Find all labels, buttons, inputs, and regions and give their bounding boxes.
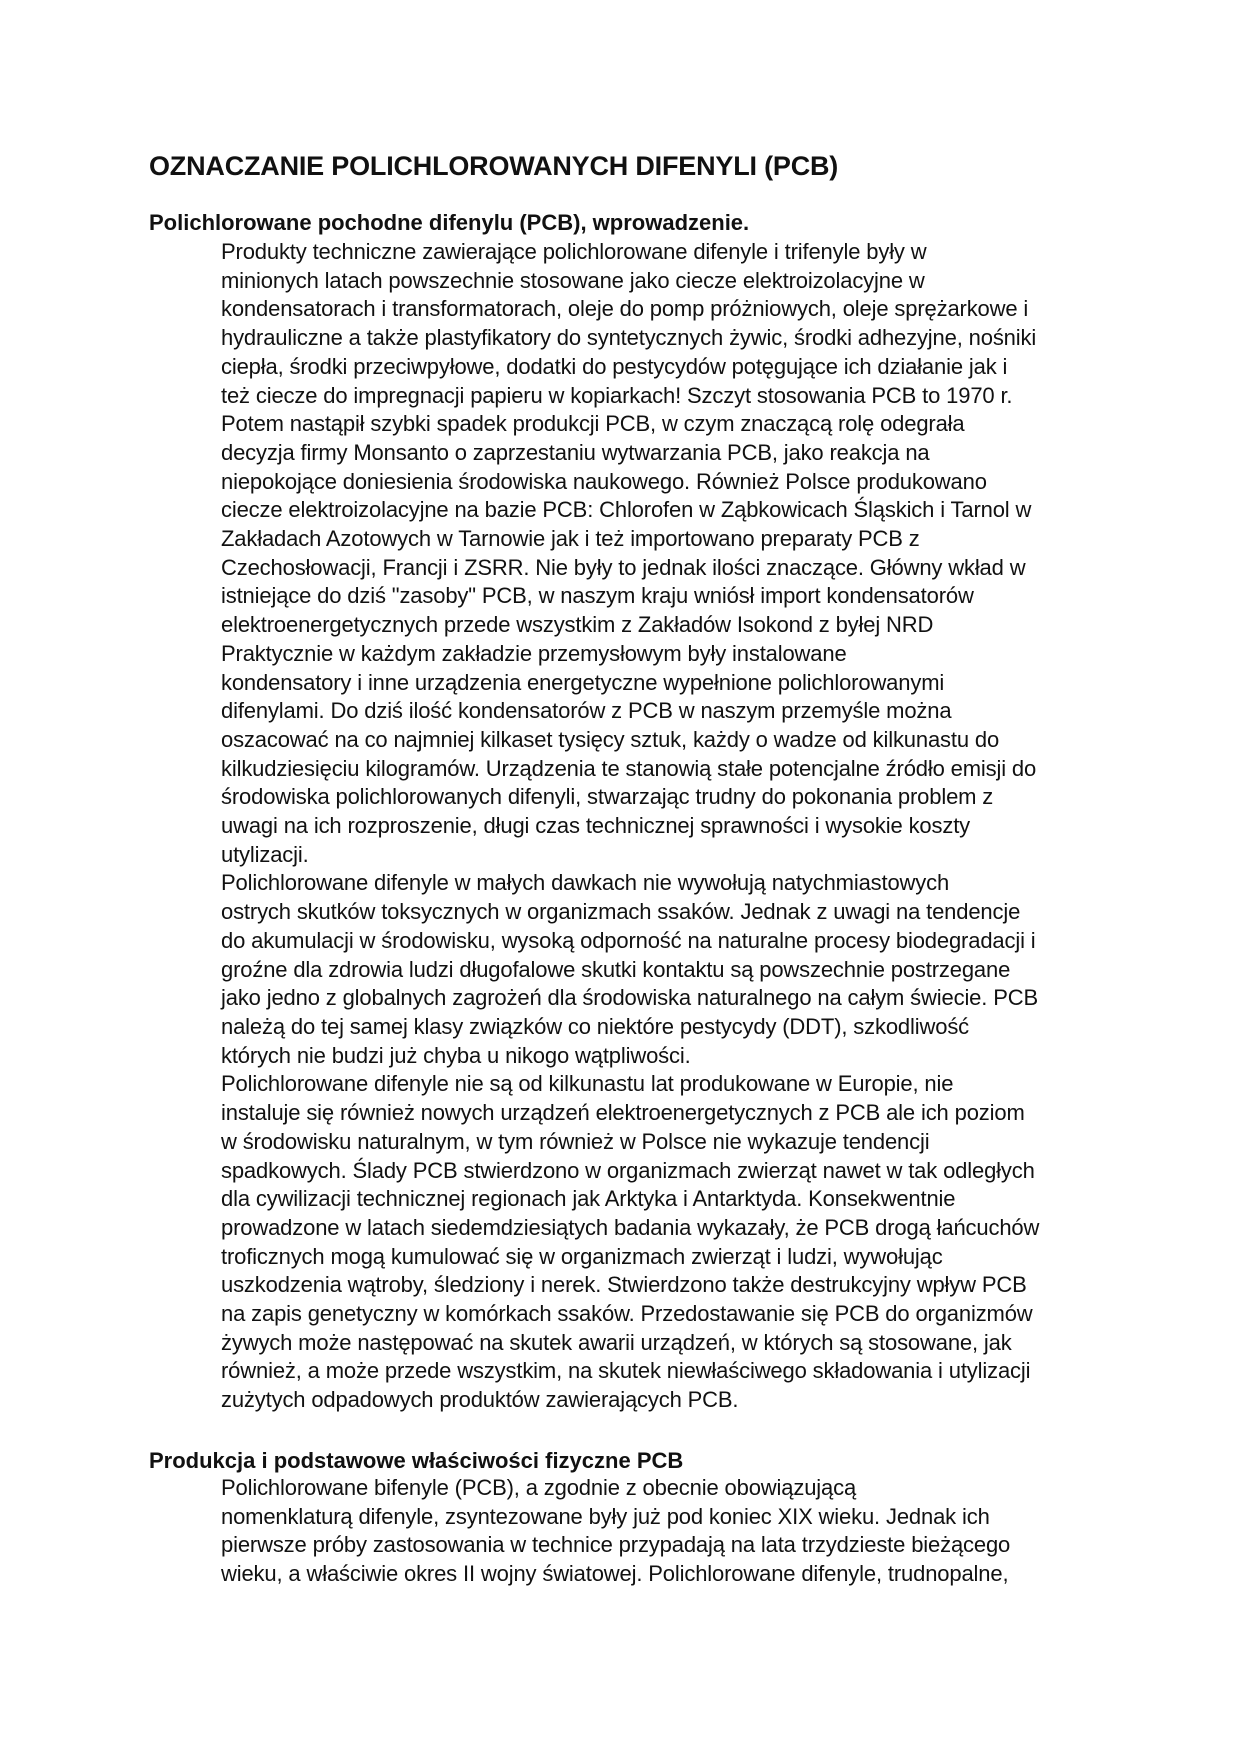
paragraph [149, 238, 1099, 640]
paragraph-line: pierwsze próby zastosowania w technice przypadają na lata trzydzieste bieżącego [221, 1532, 1011, 1558]
paragraph-line: kondensatory i inne urządzenia energetyczne wypełnione polichlorowanymi [221, 669, 945, 695]
paragraph-line: jako jedno z globalnych zagrożeń dla środowiska naturalnego na całym świecie. PCB [221, 985, 1038, 1011]
paragraph-line: ciecze elektroizolacyjne na bazie PCB: Chlorofen w Ząbkowicach Śląskich i Tarnol w [221, 497, 1032, 523]
paragraph-line: uwagi na ich rozproszenie, długi czas technicznej sprawności i wysokie koszty [221, 813, 971, 839]
paragraph-line: kilkudziesięciu kilogramów. Urządzenia te stanowią stałe potencjalne źródło emisji do [221, 755, 1037, 781]
paragraph-line: uszkodzenia wątroby, śledziony i nerek. Stwierdzono także destrukcyjny wpływ PCB [221, 1272, 1027, 1298]
paragraph-line: Zakładach Azotowych w Tarnowie jak i też importowano preparaty PCB z [221, 526, 920, 552]
paragraph-line: Potem nastąpił szybki spadek produkcji PCB, w czym znaczącą rolę odegrała [221, 411, 965, 437]
document-title: OZNACZANIE POLICHLOROWANYCH DIFENYLI (PCB) [149, 151, 839, 181]
paragraph-line: również, a może przede wszystkim, na skutek niewłaściwego składowania i utylizacji [221, 1358, 1031, 1384]
paragraph [149, 1474, 1099, 1589]
paragraph-line: hydrauliczne a także plastyfikatory do syntetycznych żywic, środki adhezyjne, nośniki [221, 325, 1037, 351]
section-body-production [149, 1474, 1099, 1589]
paragraph-line: też ciecze do impregnacji papieru w kopiarkach! Szczyt stosowania PCB to 1970 r. [221, 382, 1013, 408]
paragraph-line: Polichlorowane difenyle nie są od kilkunastu lat produkowane w Europie, nie [221, 1071, 954, 1097]
section-heading-production: Produkcja i podstawowe właściwości fizyczne PCB [149, 1448, 684, 1473]
paragraph-line: decyzja firmy Monsanto o zaprzestaniu wytwarzania PCB, jako reakcja na [221, 439, 930, 465]
paragraph-line: minionych latach powszechnie stosowane jako ciecze elektroizolacyjne w [221, 267, 925, 293]
paragraph-line: na zapis genetyczny w komórkach ssaków. Przedostawanie się PCB do organizmów [221, 1301, 1033, 1327]
paragraph-line: Praktycznie w każdym zakładzie przemysłowym były instalowane [221, 640, 847, 666]
paragraph-line: w środowisku naturalnym, w tym również w Polsce nie wykazuje tendencji [221, 1128, 930, 1154]
paragraph-line: troficznych mogą kumulować się w organizmach zwierząt i ludzi, wywołując [221, 1243, 943, 1269]
section-heading-introduction: Polichlorowane pochodne difenylu (PCB), wprowadzenie. [149, 210, 750, 235]
paragraph [149, 869, 1099, 1070]
paragraph-line: instaluje się również nowych urządzeń elektroenergetycznych z PCB ale ich poziom [221, 1100, 1025, 1126]
paragraph-line: Polichlorowane difenyle w małych dawkach nie wywołują natychmiastowych [221, 870, 950, 896]
paragraph-line: do akumulacji w środowisku, wysoką odporność na naturalne procesy biodegradacji i [221, 927, 1036, 953]
paragraph-line: oszacować na co najmniej kilkaset tysięcy sztuk, każdy o wadze od kilkunastu do [221, 726, 1000, 752]
paragraph-line: zużytych odpadowych produktów zawierających PCB. [221, 1387, 739, 1413]
paragraph-line: elektroenergetycznych przede wszystkim z Zakładów Isokond z byłej NRD [221, 612, 934, 638]
paragraph-line: nomenklaturą difenyle, zsyntezowane były już pod koniec XIX wieku. Jednak ich [221, 1503, 990, 1529]
paragraph-line: Polichlorowane bifenyle (PCB), a zgodnie z obecnie obowiązującą [221, 1475, 857, 1500]
paragraph-line: spadkowych. Ślady PCB stwierdzono w organizmach zwierząt nawet w tak odległych [221, 1157, 1035, 1183]
paragraph-line: ostrych skutków toksycznych w organizmach ssaków. Jednak z uwagi na tendencje [221, 899, 1021, 925]
paragraph-line: wieku, a właściwie okres II wojny światowej. Polichlorowane difenyle, trudnopalne, [221, 1561, 1009, 1587]
paragraph-line: utylizacji. [221, 841, 309, 867]
paragraph-line: ciepła, środki przeciwpyłowe, dodatki do pestycydów potęgujące ich działanie jak i [221, 353, 1008, 379]
paragraph-line: groźne dla zdrowia ludzi długofalowe skutki kontaktu są powszechnie postrzegane [221, 956, 1011, 982]
section-body-introduction [149, 238, 1099, 1415]
paragraph-line: difenylami. Do dziś ilość kondensatorów z PCB w naszym przemyśle można [221, 698, 952, 724]
paragraph-line: żywych może następować na skutek awarii urządzeń, w których są stosowane, jak [221, 1329, 1012, 1355]
paragraph-line: Czechosłowacji, Francji i ZSRR. Nie były to jednak ilości znaczące. Główny wkład w [221, 554, 1026, 580]
paragraph-line: dla cywilizacji technicznej regionach jak Arktyka i Antarktyda. Konsekwentnie [221, 1186, 956, 1212]
paragraph-line: których nie budzi już chyba u nikogo wątpliwości. [221, 1042, 691, 1068]
paragraph [149, 640, 1099, 870]
paragraph-line: środowiska polichlorowanych difenyli, stwarzając trudny do pokonania problem z [221, 784, 994, 810]
paragraph-line: kondensatorach i transformatorach, oleje do pomp próżniowych, oleje sprężarkowe i [221, 296, 1029, 322]
paragraph [149, 1070, 1099, 1414]
paragraph-line: prowadzone w latach siedemdziesiątych badania wykazały, że PCB drogą łańcuchów [221, 1214, 1040, 1240]
paragraph-line: Produkty techniczne zawierające polichlorowane difenyle i trifenyle były w [221, 239, 927, 264]
paragraph-line: istniejące do dziś "zasoby" PCB, w naszym kraju wniósł import kondensatorów [221, 583, 974, 609]
paragraph-line: niepokojące doniesienia środowiska naukowego. Również Polsce produkowano [221, 468, 987, 494]
paragraph-line: należą do tej samej klasy związków co niektóre pestycydy (DDT), szkodliwość [221, 1013, 970, 1039]
